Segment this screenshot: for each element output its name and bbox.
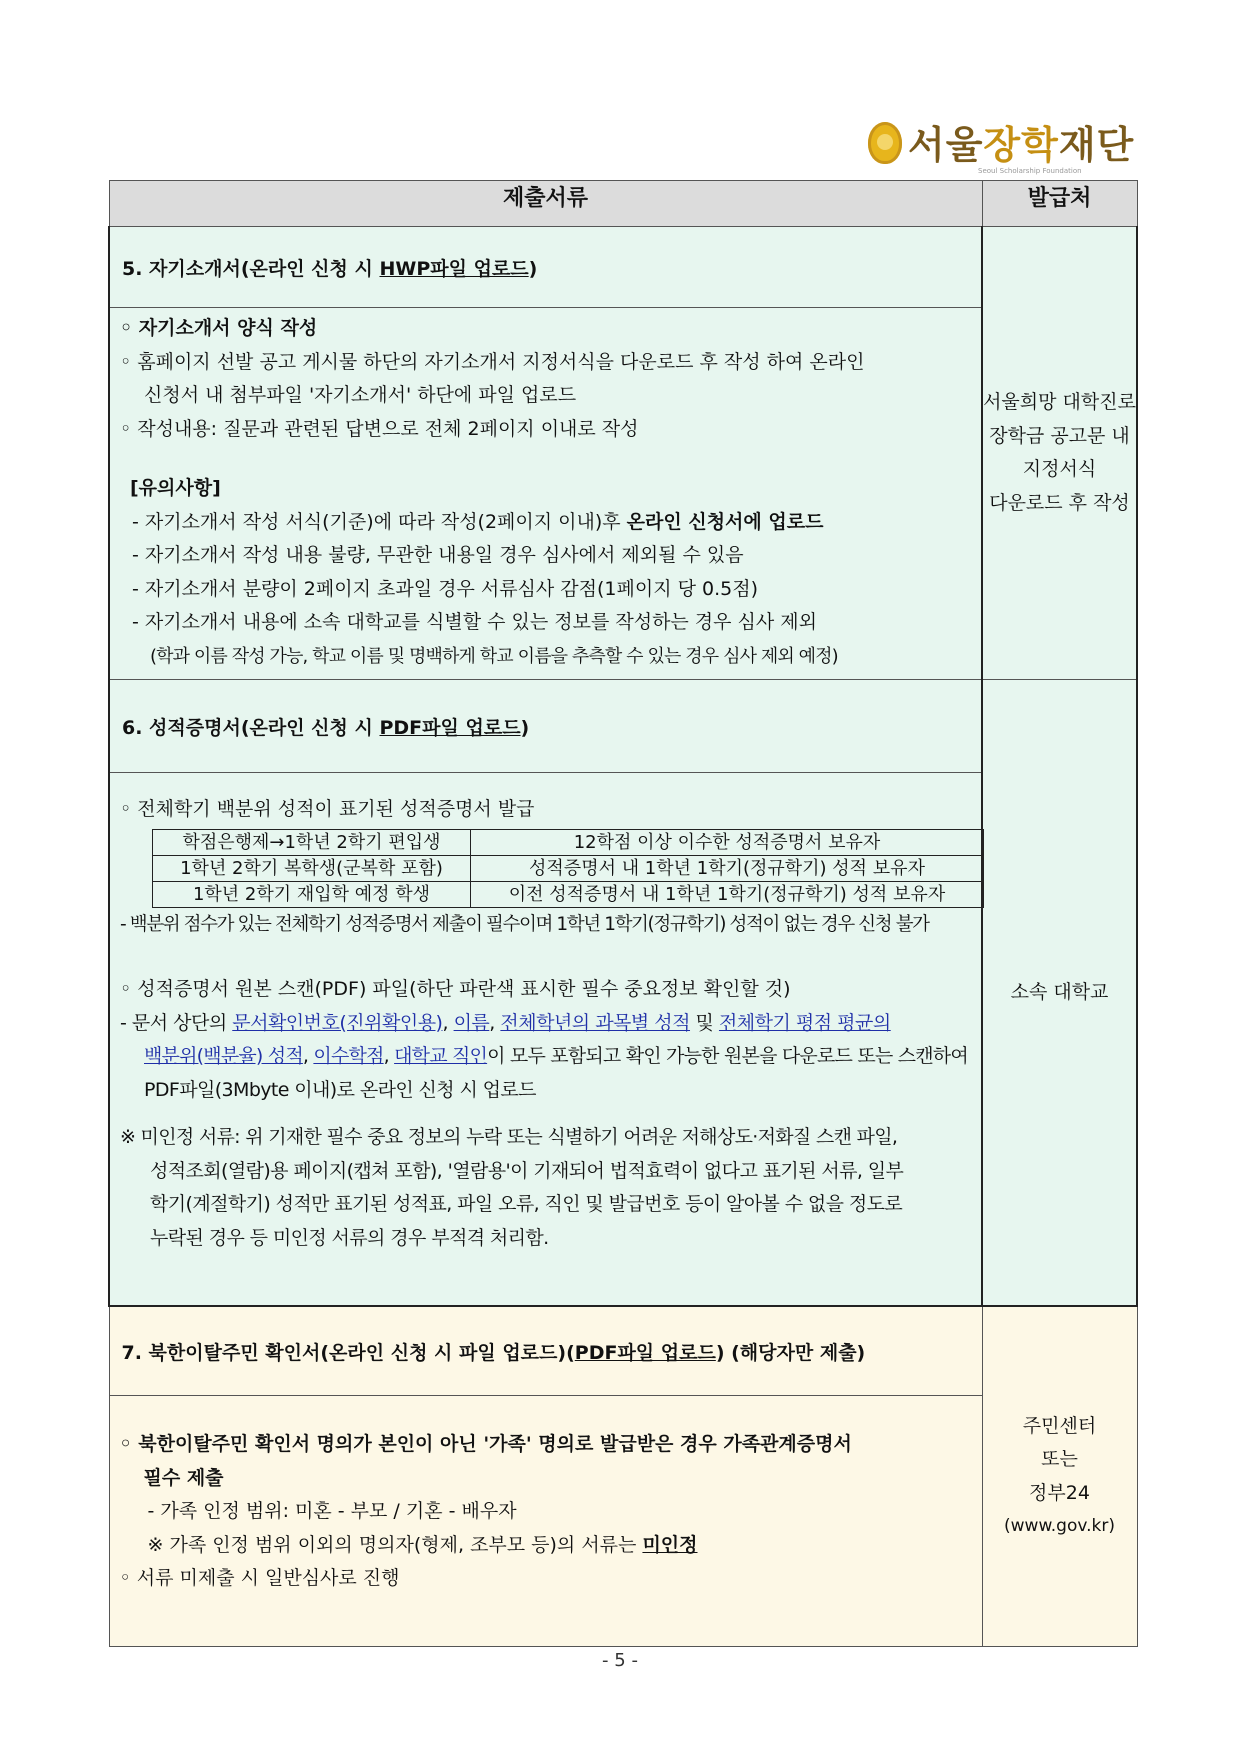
sec7-issuer: 주민센터 또는 정부24 (www.gov.kr) <box>982 1306 1137 1647</box>
logo-subtitle: Seoul Scholarship Foundation <box>978 167 1082 175</box>
sec5-title-row <box>109 227 1137 308</box>
sec6-title-row <box>109 680 1137 773</box>
sec5-issuer: 서울희망 대학진로 장학금 공고문 내 지정서식 다운로드 후 작성 <box>982 227 1137 680</box>
sec7-body: ◦ 북한이탈주민 확인서 명의가 본인이 아닌 '가족' 명의로 발급받은 경우 가족관계증명서 필수 제출 - 가족 인정 범위: 미혼 - 부모 / 기혼 - 배우자 ※ 가족 인정 범위 이외의 명의자(형제, 조부모 등)의 서류는 미인정 ◦ 서류 미제출 시 일반심사로 진행 <box>109 1396 982 1647</box>
sec6-title: 6. 성적증명서(온라인 신청 시 PDF파일 업로드) <box>109 680 982 773</box>
foundation-logo <box>868 118 1135 180</box>
sec6-body: ◦ 전체학기 백분위 성적이 표기된 성적증명서 발급 학점은행제→1학년 2학기 편입생 12학점 이상 이수한 성적증명서 보유자 1학년 2학기 복학생(군복학 포함) 성적증명서 내 1학년 1학기(정규학기) 성적 보유자 1학년 2학기 재입학 예정 학생 이전 성적증명서 내 1학년 1학기(정규학기) 성적 보유자 - 백분위 점수가 있는 전체학기 성적증명서 제출이 필수이며 1학년 1학기(정규학기) 성적이 없는 경우 신청 불가 ◦ 성적증명서 원본 스캔(PDF) 파일(하단 파란색 표시한 필수 중요정보 확인할 것) - 문서 상단의 문서확인번호(진위확인용), 이름, 전체학년의 과목별 성적 및 전체학기 평점 평균의 백분위(백분율) 성적, 이수학점, 대학교 직인이 모두 포함되고 확인 가능한 원본을 다운로드 또는 스캔하여 PDF파일(3Mbyte 이내)로 온라인 신청 시 업로드 ※ 미인정 서류: 위 기재한 필수 중요 정보의 누락 또는 식별하기 어려운 저해상도·저화질 스캔 파일, 성적조회(열람)용 페이지(캡쳐 포함), '열람용'이 기재되어 법적효력이 없다고 표기된 서류, 일부 학기(계절학기) 성적만 표기된 성적표, 파일 오류, 직인 및 발급번호 등이 알아볼 수 없을 정도로 누락된 경우 등 미인정 서류의 경우 부적격 처리함. <box>109 773 982 1307</box>
table-row: 1학년 2학기 복학생(군복학 포함) 성적증명서 내 1학년 1학기(정규학기) 성적 보유자 <box>153 855 984 881</box>
eligibility-table <box>152 829 984 908</box>
header-issuer: 발급처 <box>982 181 1137 227</box>
sec7-title: 7. 북한이탈주민 확인서(온라인 신청 시 파일 업로드)(PDF파일 업로드) (해당자만 제출) <box>109 1306 982 1396</box>
sec5-body: ◦ 자기소개서 양식 작성 ◦ 홈페이지 선발 공고 게시물 하단의 자기소개서 지정서식을 다운로드 후 작성 하여 온라인 신청서 내 첨부파일 '자기소개서' 하단에 파일 업로드 ◦ 작성내용: 질문과 관련된 답변으로 전체 2페이지 이내로 작성 [유의사항] - 자기소개서 작성 서식(기준)에 따라 작성(2페이지 이내)후 온라인 신청서에 업로드 - 자기소개서 작성 내용 불량, 무관한 내용일 경우 심사에서 제외될 수 있음 - 자기소개서 분량이 2페이지 초과일 경우 서류심사 감점(1페이지 당 0.5점) - 자기소개서 내용에 소속 대학교를 식별할 수 있는 정보를 작성하는 경우 심사 제외 (학과 이름 작성 가능, 학교 이름 및 명백하게 학교 이름을 추측할 수 있는 경우 심사 제외 예정) <box>109 308 982 680</box>
sec6-issuer: 소속 대학교 <box>982 680 1137 1307</box>
documents-table <box>108 180 1138 1647</box>
logo-emblem-icon <box>868 122 902 164</box>
page-number: - 5 - <box>602 1650 638 1671</box>
table-row: 1학년 2학기 재입학 예정 학생 이전 성적증명서 내 1학년 1학기(정규학기) 성적 보유자 <box>153 881 984 907</box>
table-row: 학점은행제→1학년 2학기 편입생 12학점 이상 이수한 성적증명서 보유자 <box>153 829 984 855</box>
header-documents: 제출서류 <box>109 181 982 227</box>
header-row <box>109 181 1137 227</box>
logo-text: 서울장학재단 <box>908 123 1135 167</box>
sec7-title-row <box>109 1306 1137 1396</box>
sec5-notice-title: [유의사항] <box>130 477 221 499</box>
sec5-title: 5. 자기소개서(온라인 신청 시 HWP파일 업로드) <box>109 227 982 308</box>
